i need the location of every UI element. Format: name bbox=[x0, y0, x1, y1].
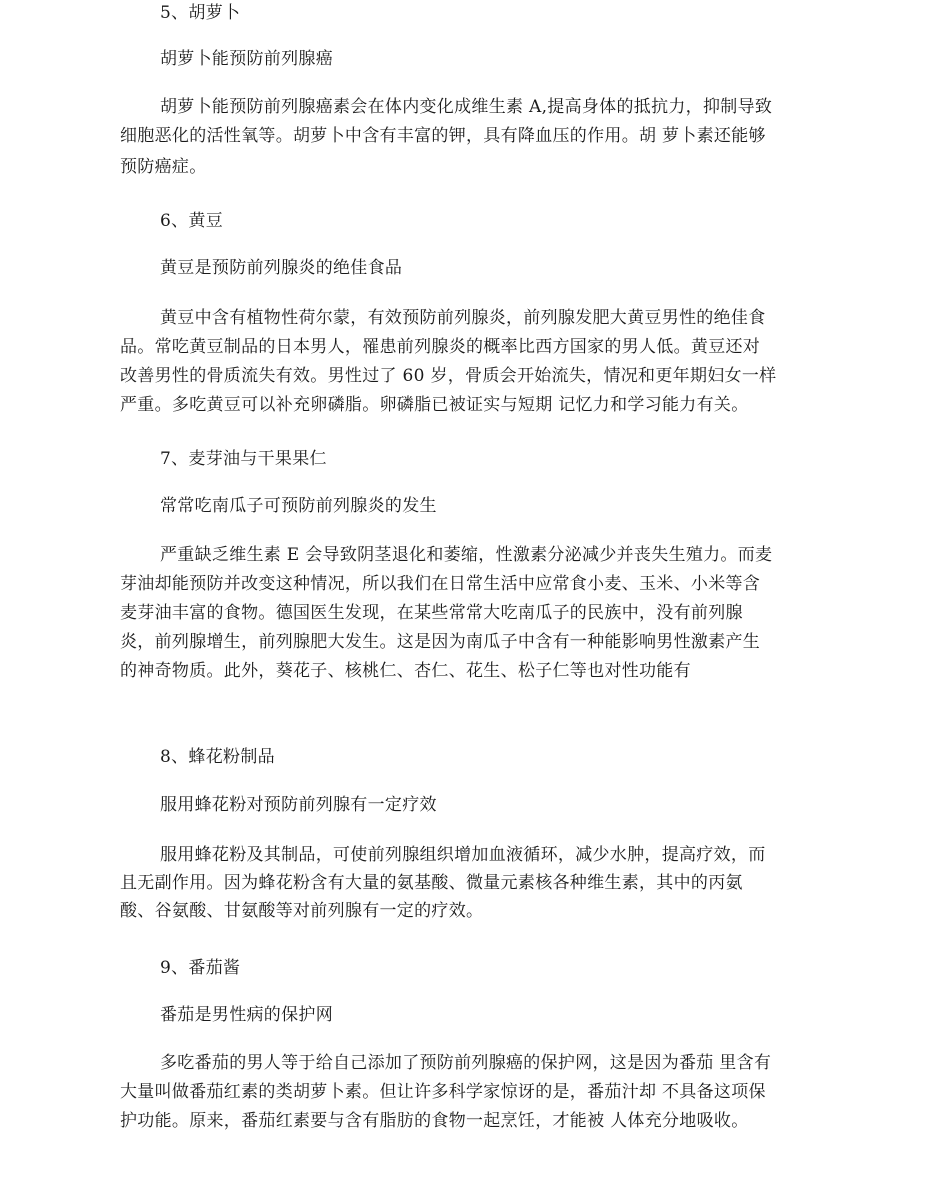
paragraph-line: 胡萝卜能预防前列腺癌素会在体内变化成维生素 A,提高身体的抵抗力，抑制导致 bbox=[160, 97, 773, 117]
paragraph-line: 且无副作用。因为蜂花粉含有大量的氨基酸、微量元素核各种维生素，其中的丙氨 bbox=[120, 873, 743, 893]
paragraph-line: 的神奇物质。此外，葵花子、核桃仁、杏仁、花生、松子仁等也对性功能有 bbox=[120, 661, 691, 681]
paragraph-line: 炎，前列腺增生，前列腺肥大发生。这是因为南瓜子中含有一种能影响男性激素产生 bbox=[120, 632, 761, 652]
paragraph-line: 护功能。原来，番茄红素要与含有脂肪的食物一起烹饪，才能被 人体充分地吸收。 bbox=[120, 1111, 749, 1131]
section-subtitle-tomato-sauce: 番茄是男性病的保护网 bbox=[160, 1005, 333, 1025]
section-subtitle-bee-pollen: 服用蜂花粉对预防前列腺有一定疗效 bbox=[160, 795, 437, 815]
paragraph-line: 改善男性的骨质流失有效。男性过了 60 岁，骨质会开始流失，情况和更年期妇女一样 bbox=[120, 366, 777, 386]
paragraph-line: 多吃番茄的男人等于给自己添加了预防前列腺癌的保护网，这是因为番茄 里含有 bbox=[160, 1053, 772, 1073]
paragraph-line: 芽油却能预防并改变这种情况，所以我们在日常生活中应常食小麦、玉米、小米等含 bbox=[120, 574, 761, 594]
paragraph-line: 大量叫做番茄红素的类胡萝卜素。但让许多科学家惊讶的是，番茄汁却 不具备这项保 bbox=[120, 1082, 766, 1102]
paragraph-line: 细胞恶化的活性氧等。胡萝卜中含有丰富的钾，具有降血压的作用。胡 萝卜素还能够 bbox=[120, 126, 766, 146]
section-subtitle-soybean: 黄豆是预防前列腺炎的绝佳食品 bbox=[160, 258, 403, 278]
section-heading-carrot: 5、胡萝卜 bbox=[160, 3, 241, 23]
paragraph-line: 预防癌症。 bbox=[120, 157, 207, 177]
section-heading-bee-pollen: 8、蜂花粉制品 bbox=[160, 747, 275, 767]
paragraph-line: 酸、谷氨酸、甘氨酸等对前列腺有一定的疗效。 bbox=[120, 901, 484, 921]
paragraph-line: 黄豆中含有植物性荷尔蒙，有效预防前列腺炎，前列腺发肥大黄豆男性的绝佳食 bbox=[160, 308, 766, 328]
paragraph-line: 品。常吃黄豆制品的日本男人，罹患前列腺炎的概率比西方国家的男人低。黄豆还对 bbox=[120, 337, 761, 357]
paragraph-line: 严重缺乏维生素 E 会导致阴茎退化和萎缩，性激素分泌减少并丧失生殖力。而麦 bbox=[160, 545, 773, 565]
section-heading-tomato-sauce: 9、番茄酱 bbox=[160, 958, 241, 978]
paragraph-line: 严重。多吃黄豆可以补充卵磷脂。卵磷脂已被证实与短期 记忆力和学习能力有关。 bbox=[120, 395, 749, 415]
section-heading-wheat-germ-oil: 7、麦芽油与干果果仁 bbox=[160, 449, 327, 469]
section-subtitle-carrot: 胡萝卜能预防前列腺癌 bbox=[160, 49, 333, 69]
paragraph-line: 麦芽油丰富的食物。德国医生发现，在某些常常大吃南瓜子的民族中，没有前列腺 bbox=[120, 603, 743, 623]
section-subtitle-wheat-germ-oil: 常常吃南瓜子可预防前列腺炎的发生 bbox=[160, 496, 437, 516]
paragraph-line: 服用蜂花粉及其制品，可使前列腺组织增加血液循环，减少水肿，提高疗效，而 bbox=[160, 845, 766, 865]
section-heading-soybean: 6、黄豆 bbox=[160, 211, 224, 231]
